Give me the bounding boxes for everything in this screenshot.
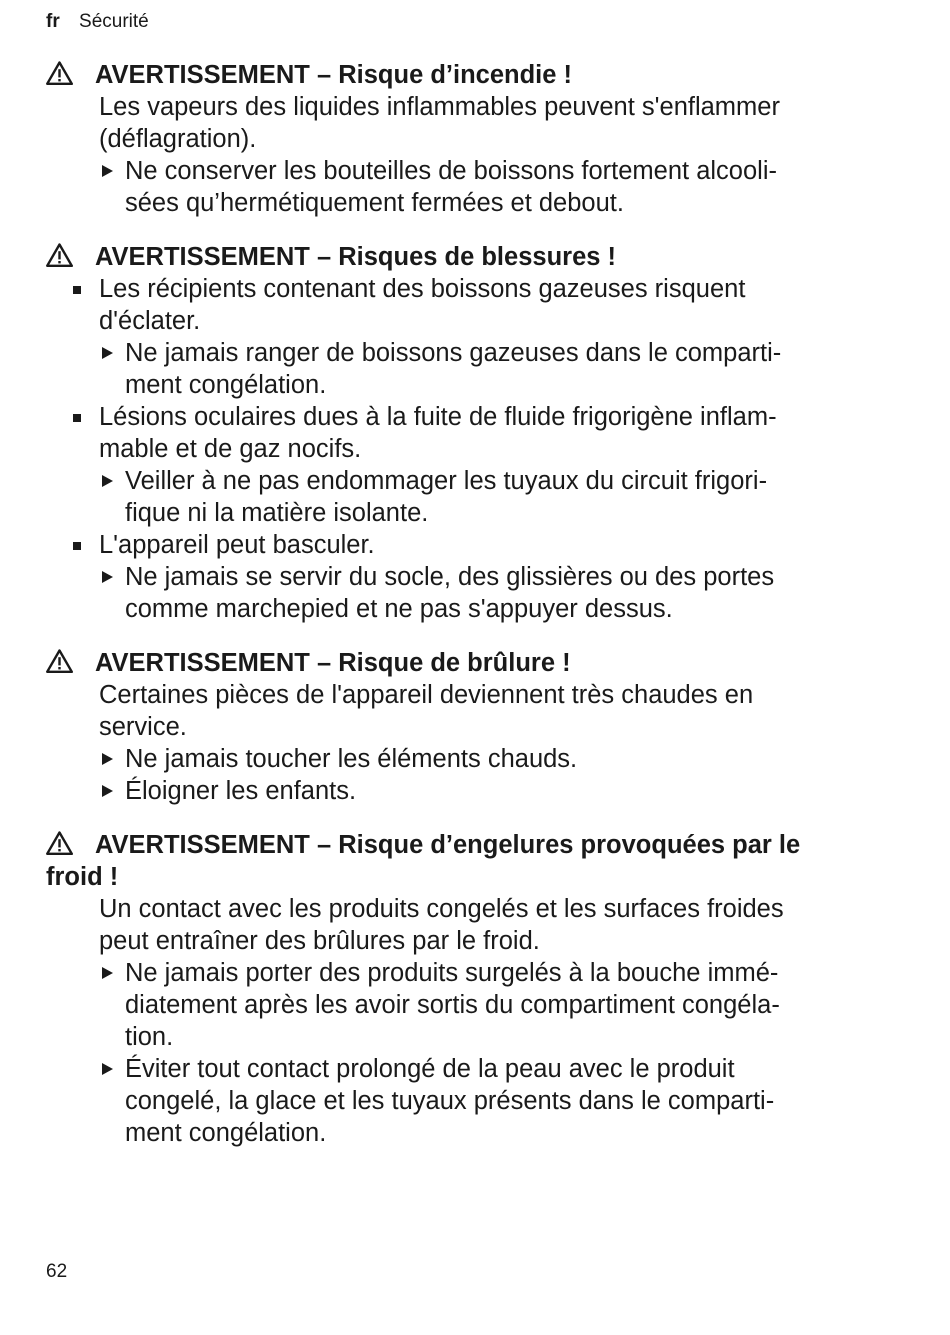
step-line: ment congélation. xyxy=(125,1119,327,1147)
warning-triangle-icon xyxy=(46,61,73,85)
triangle-right-icon xyxy=(102,753,113,765)
warning-title-text: AVERTISSEMENT – Risques de blessures ! xyxy=(95,243,617,271)
warning-title xyxy=(46,241,886,273)
warning-title xyxy=(46,647,886,679)
step-line: Veiller à ne pas endommager les tuyaux du circuit frigori- xyxy=(125,467,768,495)
instruction-step xyxy=(46,465,886,529)
warning-frostbite xyxy=(46,829,886,1149)
triangle-right-icon xyxy=(102,571,113,583)
warning-title-text: AVERTISSEMENT – Risque d’engelures provoquées par le xyxy=(95,831,801,859)
page-number: 62 xyxy=(46,1261,68,1282)
text-line: Un contact avec les produits congelés et les surfaces froides xyxy=(99,895,784,923)
step-line: fique ni la matière isolante. xyxy=(125,499,429,527)
warning-injury xyxy=(46,241,886,625)
step-line: Ne jamais toucher les éléments chauds. xyxy=(125,745,578,773)
triangle-right-icon xyxy=(102,785,113,797)
text-line: service. xyxy=(99,713,187,741)
warning-text xyxy=(46,893,886,957)
square-bullet-icon xyxy=(73,414,81,422)
warning-triangle-icon xyxy=(46,243,73,267)
section-name: Sécurité xyxy=(79,11,149,32)
instruction-step xyxy=(46,337,886,401)
step-line: Ne jamais se servir du socle, des glissières ou des portes xyxy=(125,563,775,591)
instruction-step xyxy=(46,1053,886,1149)
triangle-right-icon xyxy=(102,347,113,359)
warning-title-text: AVERTISSEMENT – Risque de brûlure ! xyxy=(95,649,571,677)
text-line: Lésions oculaires dues à la fuite de fluide frigorigène inflam- xyxy=(99,403,777,431)
triangle-right-icon xyxy=(102,475,113,487)
triangle-right-icon xyxy=(102,967,113,979)
instruction-step xyxy=(46,775,886,807)
language-code: fr xyxy=(46,11,60,32)
warning-triangle-icon xyxy=(46,831,73,855)
step-line: Ne jamais porter des produits surgelés à la bouche immé- xyxy=(125,959,779,987)
text-line: peut entraîner des brûlures par le froid. xyxy=(99,927,540,955)
text-line: d'éclater. xyxy=(99,307,201,335)
text-line: Certaines pièces de l'appareil deviennent très chaudes en xyxy=(99,681,754,709)
list-item xyxy=(46,273,886,337)
step-line: Éloigner les enfants. xyxy=(125,777,357,805)
triangle-right-icon xyxy=(102,165,113,177)
triangle-right-icon xyxy=(102,1063,113,1075)
text-line: mable et de gaz nocifs. xyxy=(99,435,362,463)
instruction-step xyxy=(46,743,886,775)
warning-burn xyxy=(46,647,886,807)
step-line: Ne conserver les bouteilles de boissons fortement alcooli- xyxy=(125,157,777,185)
step-line: diatement après les avoir sortis du compartiment congéla- xyxy=(125,991,780,1019)
warning-title xyxy=(46,829,886,893)
warning-title-text: AVERTISSEMENT – Risque d’incendie ! xyxy=(95,61,573,89)
step-line: congelé, la glace et les tuyaux présents dans le comparti- xyxy=(125,1087,775,1115)
step-line: Éviter tout contact prolongé de la peau avec le produit xyxy=(125,1055,735,1083)
text-line: (déflagration). xyxy=(99,125,257,153)
instruction-step xyxy=(46,561,886,625)
step-line: tion. xyxy=(125,1023,174,1051)
warning-triangle-icon xyxy=(46,649,73,673)
instruction-step xyxy=(46,155,886,219)
page-header xyxy=(46,9,149,35)
text-line: L'appareil peut basculer. xyxy=(99,531,375,559)
warning-fire xyxy=(46,59,886,219)
warning-text xyxy=(46,91,886,155)
step-line: comme marchepied et ne pas s'appuyer dessus. xyxy=(125,595,673,623)
square-bullet-icon xyxy=(73,286,81,294)
step-line: sées qu’hermétiquement fermées et debout. xyxy=(125,189,624,217)
list-item xyxy=(46,401,886,465)
page-content xyxy=(46,59,886,1171)
warning-title-text: froid ! xyxy=(46,863,119,891)
instruction-step xyxy=(46,957,886,1053)
text-line: Les récipients contenant des boissons gazeuses risquent xyxy=(99,275,746,303)
step-line: Ne jamais ranger de boissons gazeuses dans le comparti- xyxy=(125,339,782,367)
warning-title xyxy=(46,59,886,91)
text-line: Les vapeurs des liquides inflammables peuvent s'enflammer xyxy=(99,93,780,121)
list-item xyxy=(46,529,886,561)
step-line: ment congélation. xyxy=(125,371,327,399)
square-bullet-icon xyxy=(73,542,81,550)
warning-text xyxy=(46,679,886,743)
